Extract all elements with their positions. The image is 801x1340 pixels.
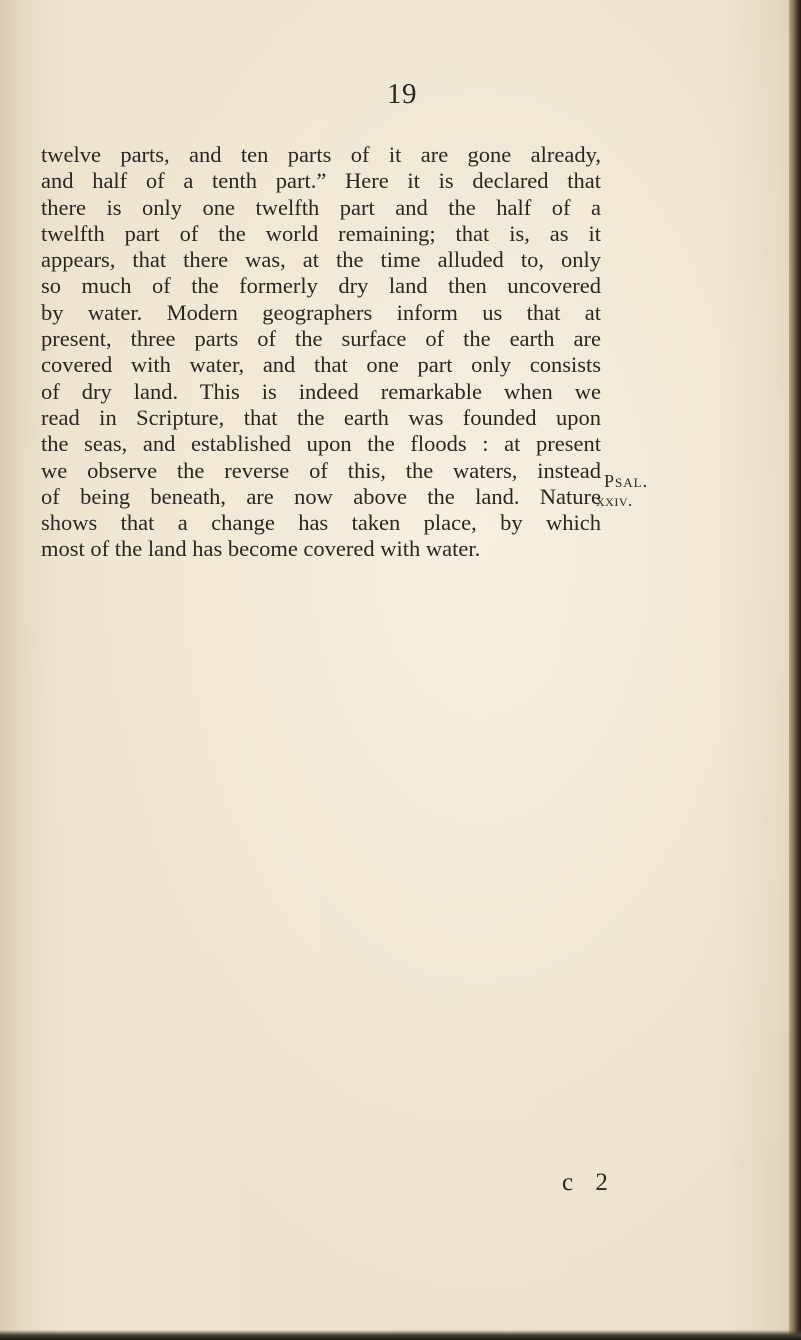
margin-reference [596,472,666,510]
page-number: 19 [387,78,417,110]
text-line: and half of a tenth part.” Here it is declared that [41,168,601,194]
margin-reference-book: Psal. [604,471,649,491]
text-line: by water. Modern geographers inform us that at [41,299,601,325]
text-line: we observe the reverse of this, the waters, instead [41,457,601,483]
text-line: present, three parts of the surface of the earth are [41,326,601,352]
margin-reference-chapter: xxiv. [596,491,633,510]
page-bottom-shadow [0,1330,801,1340]
text-line: appears, that there was, at the time alluded to, only [41,247,601,273]
signature-mark: c 2 [562,1169,616,1196]
text-line: twelfth part of the world remaining; that is, as it [41,220,601,246]
text-line: so much of the formerly dry land then uncovered [41,273,601,299]
text-line: the seas, and established upon the floods : at present [41,431,601,457]
text-line: shows that a change has taken place, by which [41,510,601,536]
text-line: of dry land. This is indeed remarkable when we [41,378,601,404]
text-line: most of the land has become covered with water. [41,536,481,562]
body-text [41,142,601,563]
text-line: there is only one twelfth part and the half of a [41,194,601,220]
page-edge-shadow [789,0,801,1340]
text-line: covered with water, and that one part only consists [41,352,601,378]
text-line: twelve parts, and ten parts of it are gone already, [41,142,601,167]
text-line: of being beneath, are now above the land. Nature [41,483,601,509]
text-line: read in Scripture, that the earth was founded upon [41,404,601,430]
